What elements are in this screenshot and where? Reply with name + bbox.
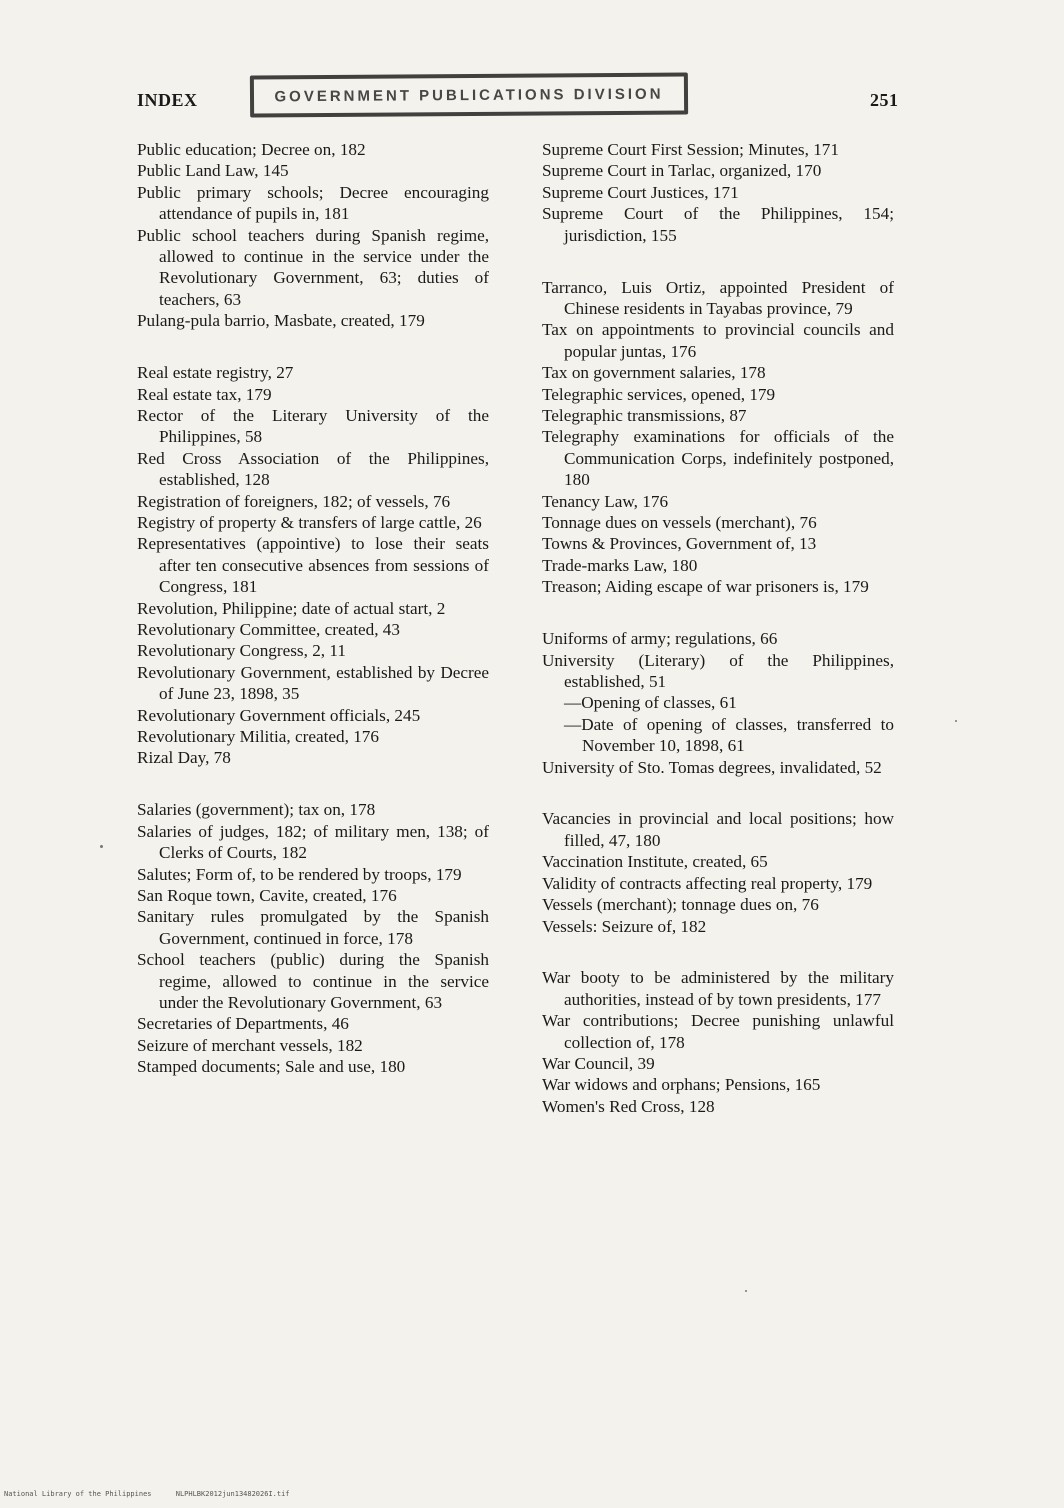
index-entry: Public school teachers during Spanish regime, allowed to continue in the service under the Revolutionary Government, 63; duties of teachers, 63 — [137, 225, 489, 309]
index-entry: Supreme Court of the Philippines, 154; jurisdiction, 155 — [542, 204, 894, 245]
index-entry: School teachers (public) during the Spanish regime, allowed to continue in the service under the Revolutionary Government, 63 — [137, 950, 489, 1013]
index-entry: Trade-marks Law, 180 — [542, 555, 698, 575]
index-entry: Pulang-pula barrio, Masbate, created, 179 — [137, 311, 425, 331]
index-entry: Telegraphy examinations for officials of the Communication Corps, indefinitely postponed, 180 — [542, 427, 894, 490]
index-entry: Registry of property & transfers of large cattle, 26 — [137, 513, 482, 532]
index-entry: Rizal Day, 78 — [137, 748, 231, 768]
index-entry: Public primary schools; Decree encouraging attendance of pupils in, 181 — [137, 182, 489, 224]
running-head-index: INDEX — [137, 90, 198, 110]
index-entry: Vaccination Institute, created, 65 — [542, 852, 768, 872]
index-entry: Revolutionary Committee, created, 43 — [137, 620, 400, 640]
index-entry: Real estate tax, 179 — [137, 384, 272, 404]
index-entry: Revolutionary Militia, created, 176 — [137, 727, 379, 747]
index-entry: Secretaries of Departments, 46 — [137, 1014, 349, 1034]
index-entry: Revolutionary Government officials, 245 — [137, 705, 421, 725]
index-entry: Rector of the Literary University of the Philippines, 58 — [137, 405, 489, 447]
index-entry: Sanitary rules promulgated by the Spanish Government, continued in force, 178 — [137, 907, 489, 948]
index-entry: Vessels (merchant); tonnage dues on, 76 — [542, 895, 819, 915]
footer-file-id: NLPHLBK2012jun13482026I.tif — [175, 1490, 290, 1498]
index-entry: Validity of contracts affecting real property, 179 — [542, 873, 873, 893]
index-entry: Public education; Decree on, 182 — [137, 140, 366, 159]
index-entry: Women's Red Cross, 128 — [542, 1096, 715, 1116]
index-subentry: —Date of opening of classes, transferred to November 10, 1898, 61 — [564, 714, 894, 756]
footer-source: National Library of the Philippines — [4, 1490, 152, 1498]
government-publications-stamp: GOVERNMENT PUBLICATIONS DIVISION — [250, 72, 688, 117]
index-entry: Salaries (government); tax on, 178 — [137, 800, 376, 820]
index-entry: Vessels: Seizure of, 182 — [542, 916, 707, 936]
scan-speck — [955, 720, 957, 722]
index-entry: Red Cross Association of the Philippines, established, 128 — [137, 448, 489, 490]
index-entry: Revolutionary Congress, 2, 11 — [137, 641, 346, 661]
index-entry: Revolutionary Government, established by Decree of June 23, 1898, 35 — [137, 662, 489, 704]
index-entry: Registration of foreigners, 182; of vessels, 76 — [137, 491, 451, 511]
index-entry: War widows and orphans; Pensions, 165 — [542, 1075, 821, 1095]
index-entry: Supreme Court Justices, 171 — [542, 182, 739, 202]
index-entry: Salaries of judges, 182; of military men, 138; of Clerks of Courts, 182 — [137, 821, 489, 863]
page-number: 251 — [870, 90, 899, 110]
scan-speck — [100, 845, 103, 848]
index-entry: Vacancies in provincial and local positions; how filled, 47, 180 — [542, 809, 894, 850]
index-entry: Real estate registry, 27 — [137, 363, 294, 383]
index-entry: Salutes; Form of, to be rendered by troops, 179 — [137, 864, 462, 884]
index-entry: Representatives (appointive) to lose their seats after ten consecutive absences from sessions of Congress, 181 — [137, 534, 489, 597]
index-entry: War contributions; Decree punishing unlawful collection of, 178 — [542, 1011, 894, 1052]
index-entry: University (Literary) of the Philippines, established, 51 — [542, 650, 894, 691]
index-subentry: —Opening of classes, 61 — [564, 693, 737, 713]
letter-section-gap — [137, 332, 489, 363]
index-entry: Stamped documents; Sale and use, 180 — [137, 1057, 406, 1077]
index-entry: Seizure of merchant vessels, 182 — [137, 1035, 363, 1055]
letter-section-gap — [542, 246, 894, 277]
index-entry: Tax on appointments to provincial councils and popular juntas, 176 — [542, 320, 894, 361]
index-entry: Tax on government salaries, 178 — [542, 363, 766, 383]
index-entry: Tenancy Law, 176 — [542, 491, 669, 511]
index-column-right — [542, 139, 894, 1117]
letter-section-gap — [542, 937, 894, 968]
index-entry: Supreme Court First Session; Minutes, 171 — [542, 140, 839, 159]
index-entry: Uniforms of army; regulations, 66 — [542, 629, 778, 649]
index-entry: Telegraphic transmissions, 87 — [542, 405, 747, 425]
scan-speck — [745, 1290, 747, 1292]
index-entry: War booty to be administered by the military authorities, instead of by town presidents, 177 — [542, 968, 894, 1009]
index-entry: Treason; Aiding escape of war prisoners is, 179 — [542, 577, 869, 597]
index-entry: Towns & Provinces, Government of, 13 — [542, 534, 817, 554]
letter-section-gap — [542, 778, 894, 809]
index-entry: University of Sto. Tomas degrees, invalidated, 52 — [542, 757, 882, 777]
index-entry: Telegraphic services, opened, 179 — [542, 384, 776, 404]
index-entry: Tonnage dues on vessels (merchant), 76 — [542, 513, 817, 532]
index-entry: Public Land Law, 145 — [137, 161, 289, 181]
letter-section-gap — [137, 769, 489, 800]
scan-footer — [4, 1490, 310, 1498]
index-entry: Revolution, Philippine; date of actual start, 2 — [137, 598, 446, 618]
index-entry: Supreme Court in Tarlac, organized, 170 — [542, 161, 822, 181]
index-entry: San Roque town, Cavite, created, 176 — [137, 886, 397, 905]
index-column-left — [137, 139, 489, 1078]
index-entry: Tarranco, Luis Ortiz, appointed President of Chinese residents in Tayabas province, 79 — [542, 277, 894, 318]
letter-section-gap — [542, 598, 894, 629]
index-entry: War Council, 39 — [542, 1054, 655, 1074]
